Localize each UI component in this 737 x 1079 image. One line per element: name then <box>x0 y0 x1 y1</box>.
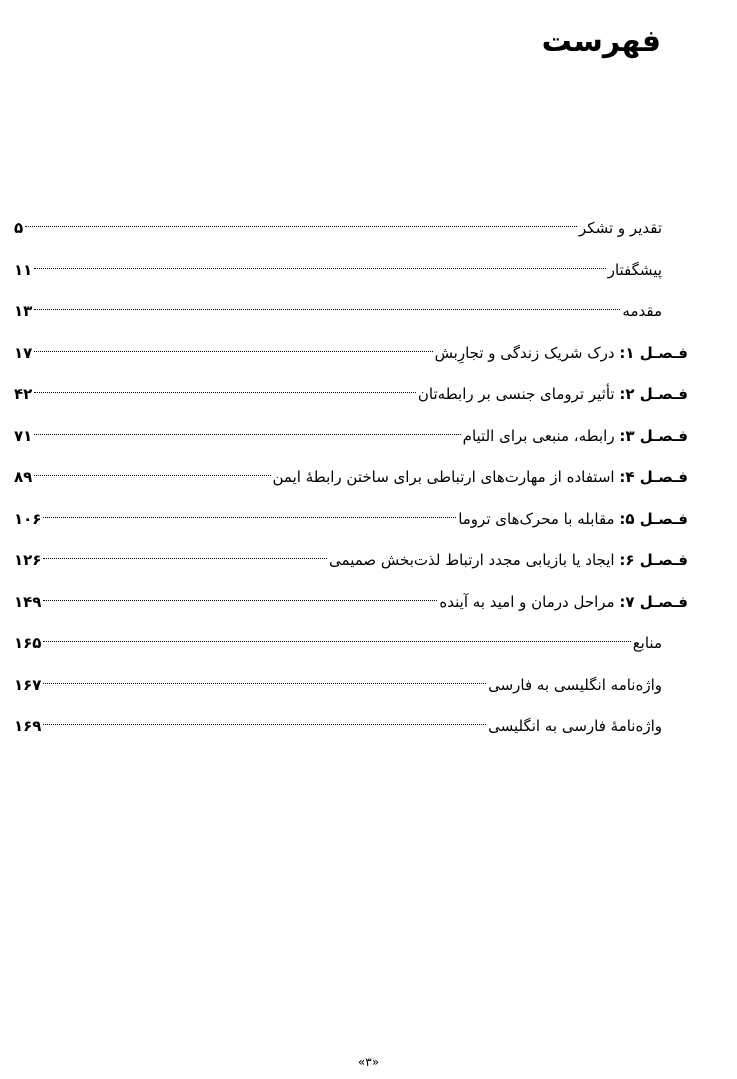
toc-entry-chapter-2[interactable] <box>14 374 688 416</box>
toc-entry-title: واژه‌نامه انگلیسی به فارسی <box>488 675 662 694</box>
table-of-contents <box>14 208 688 748</box>
toc-entry-title: فـصـل ۵: مقابله با محرک‌های تروما <box>458 509 688 528</box>
dot-leader <box>34 434 460 435</box>
dot-leader <box>25 226 577 227</box>
toc-entry-chapter-4[interactable] <box>14 457 688 499</box>
toc-entry-title: پیشگفتار <box>607 260 662 279</box>
dot-leader <box>43 724 486 725</box>
dot-leader <box>43 641 630 642</box>
chapter-label: فـصـل ۵: <box>619 509 688 528</box>
dot-leader <box>34 351 432 352</box>
toc-entry-page: ۵ <box>14 219 24 237</box>
dot-leader <box>43 600 437 601</box>
toc-entry-acknowledgements[interactable] <box>14 208 662 250</box>
toc-entry-title: تقدیر و تشکر <box>579 219 662 237</box>
dot-leader <box>43 558 327 559</box>
chapter-label: فـصـل ۱: <box>619 343 688 362</box>
toc-entry-introduction[interactable] <box>14 291 662 333</box>
toc-entry-page: ۷۱ <box>14 426 33 445</box>
toc-entry-chapter-3[interactable] <box>14 416 688 458</box>
toc-entry-chapter-7[interactable] <box>14 582 688 624</box>
dot-leader <box>34 475 270 476</box>
toc-entry-title: منابع <box>632 634 662 652</box>
toc-entry-chapter-5[interactable] <box>14 499 688 541</box>
toc-entry-chapter-1[interactable] <box>14 333 688 375</box>
toc-entry-page: ۱۰۶ <box>14 509 42 528</box>
toc-entry-title: فـصـل ۳: رابطه، منبعی برای التیام <box>462 426 688 445</box>
toc-entry-glossary-fa-en[interactable] <box>14 706 662 748</box>
dot-leader <box>34 392 416 393</box>
page-number: «۳» <box>357 1055 380 1069</box>
toc-entry-page: ۱۶۷ <box>14 675 42 694</box>
dot-leader <box>43 517 456 518</box>
dot-leader <box>34 268 605 269</box>
toc-entry-chapter-6[interactable] <box>14 540 688 582</box>
toc-entry-title: فـصـل ۴: استفاده از مهارت‌های ارتباطی برای ساختن رابطۀ ایمن <box>272 468 688 486</box>
toc-entry-title: فـصـل ۲: تأثیر ترومای جنسی بر رابطه‌تان <box>417 385 688 403</box>
chapter-label: فـصـل ۳: <box>619 426 688 445</box>
chapter-label: فـصـل ۴: <box>619 468 688 486</box>
toc-entry-title: فـصـل ۱: درک شریک زندگی و تجارِبش <box>434 343 688 362</box>
toc-entry-preface[interactable] <box>14 250 662 292</box>
toc-entry-references[interactable] <box>14 623 662 665</box>
dot-leader <box>43 683 486 684</box>
toc-entry-title: فـصـل ۷: مراحل درمان و امید به آینده <box>439 592 688 611</box>
toc-entry-page: ۱۶۵ <box>14 634 42 652</box>
toc-entry-glossary-en-fa[interactable] <box>14 665 662 707</box>
toc-entry-title: واژه‌نامۀ فارسی به انگلیسی <box>488 717 662 735</box>
toc-entry-page: ۱۶۹ <box>14 717 42 735</box>
chapter-list <box>14 333 688 624</box>
dot-leader <box>34 309 620 310</box>
chapter-label: فـصـل ۷: <box>619 592 688 611</box>
chapter-label: فـصـل ۶: <box>619 551 688 569</box>
toc-entry-page: ۱۷ <box>14 343 33 362</box>
toc-entry-page: ۱۲۶ <box>14 551 42 569</box>
toc-entry-page: ۸۹ <box>14 468 33 486</box>
toc-entry-title: فـصـل ۶: ایجاد یا بازیابی مجدد ارتباط لذت‌بخش صمیمی <box>329 551 688 569</box>
page-title: فهرست <box>541 24 661 59</box>
toc-entry-page: ۴۲ <box>14 385 33 403</box>
toc-entry-page: ۱۱ <box>14 260 33 279</box>
toc-entry-title: مقدمه <box>622 302 662 320</box>
chapter-label: فـصـل ۲: <box>619 385 688 403</box>
toc-entry-page: ۱۴۹ <box>14 592 42 611</box>
toc-entry-page: ۱۳ <box>14 302 33 320</box>
